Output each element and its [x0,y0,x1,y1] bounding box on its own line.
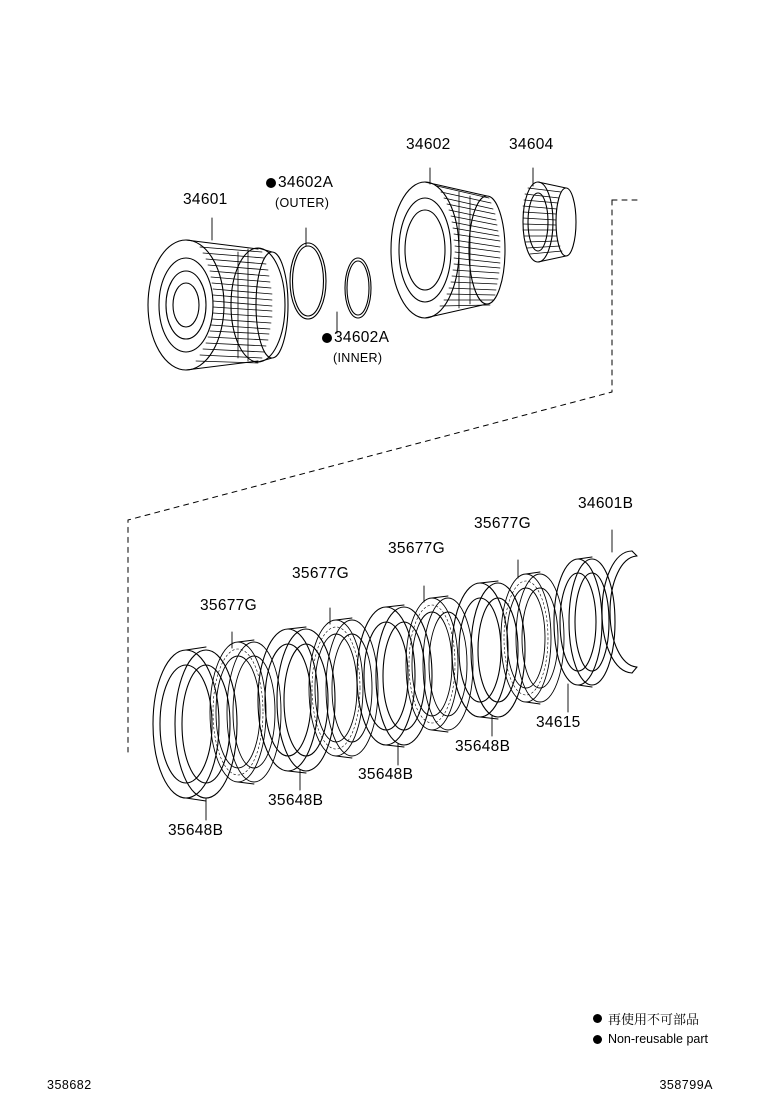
label-34602: 34602 [406,136,451,153]
footer-code-right: 358799A [659,1078,713,1092]
label-34602A-inner-note: (INNER) [333,351,383,365]
legend-row-en [593,1032,708,1046]
legend-row-jp [593,1009,708,1028]
label-35648B-1: 35648B [168,822,224,839]
part-35677G-plate-3 [406,596,473,732]
group-frame [128,200,640,752]
part-35677G-plate-1 [210,640,281,784]
part-35648B-disc-4 [452,581,525,719]
part-34601-drum [148,240,288,370]
label-35648B-2: 35648B [268,792,324,809]
part-34601B-snap-ring [602,551,637,673]
label-34602A-outer-note: (OUTER) [275,196,330,210]
legend-dot-icon [593,1014,602,1023]
legend [593,1009,708,1050]
non-reusable-bullet-outer [266,178,276,188]
leader-lines-upper [212,168,533,333]
label-35677G-3: 35677G [388,540,445,557]
part-34602-piston [391,182,505,318]
label-34615: 34615 [536,714,581,731]
label-34602A-inner: 34602A [334,329,390,346]
legend-jp-text: 再使用不可部品 [607,1012,699,1027]
label-34601: 34601 [183,191,228,208]
label-35677G-4: 35677G [474,515,531,532]
part-35648B-disc-1 [153,647,237,801]
label-34602A-outer: 34602A [278,174,334,191]
label-34604: 34604 [509,136,554,153]
legend-en-text: Non-reusable part [607,1032,708,1046]
part-35648B-disc-3 [357,605,432,747]
label-34601B: 34601B [578,495,634,512]
part-34604-spring [523,182,576,262]
non-reusable-bullet-inner [322,333,332,343]
part-34602A-outer-seal [290,243,326,319]
part-35677G-plate-2 [309,618,378,758]
label-35677G-1: 35677G [200,597,257,614]
legend-dot-icon-2 [593,1035,602,1044]
label-35648B-3: 35648B [358,766,414,783]
part-34602A-inner-seal [345,258,371,318]
part-35648B-disc-2 [258,627,335,773]
label-35648B-4: 35648B [455,738,511,755]
footer-code-left: 358682 [47,1078,92,1092]
label-35677G-2: 35677G [292,565,349,582]
